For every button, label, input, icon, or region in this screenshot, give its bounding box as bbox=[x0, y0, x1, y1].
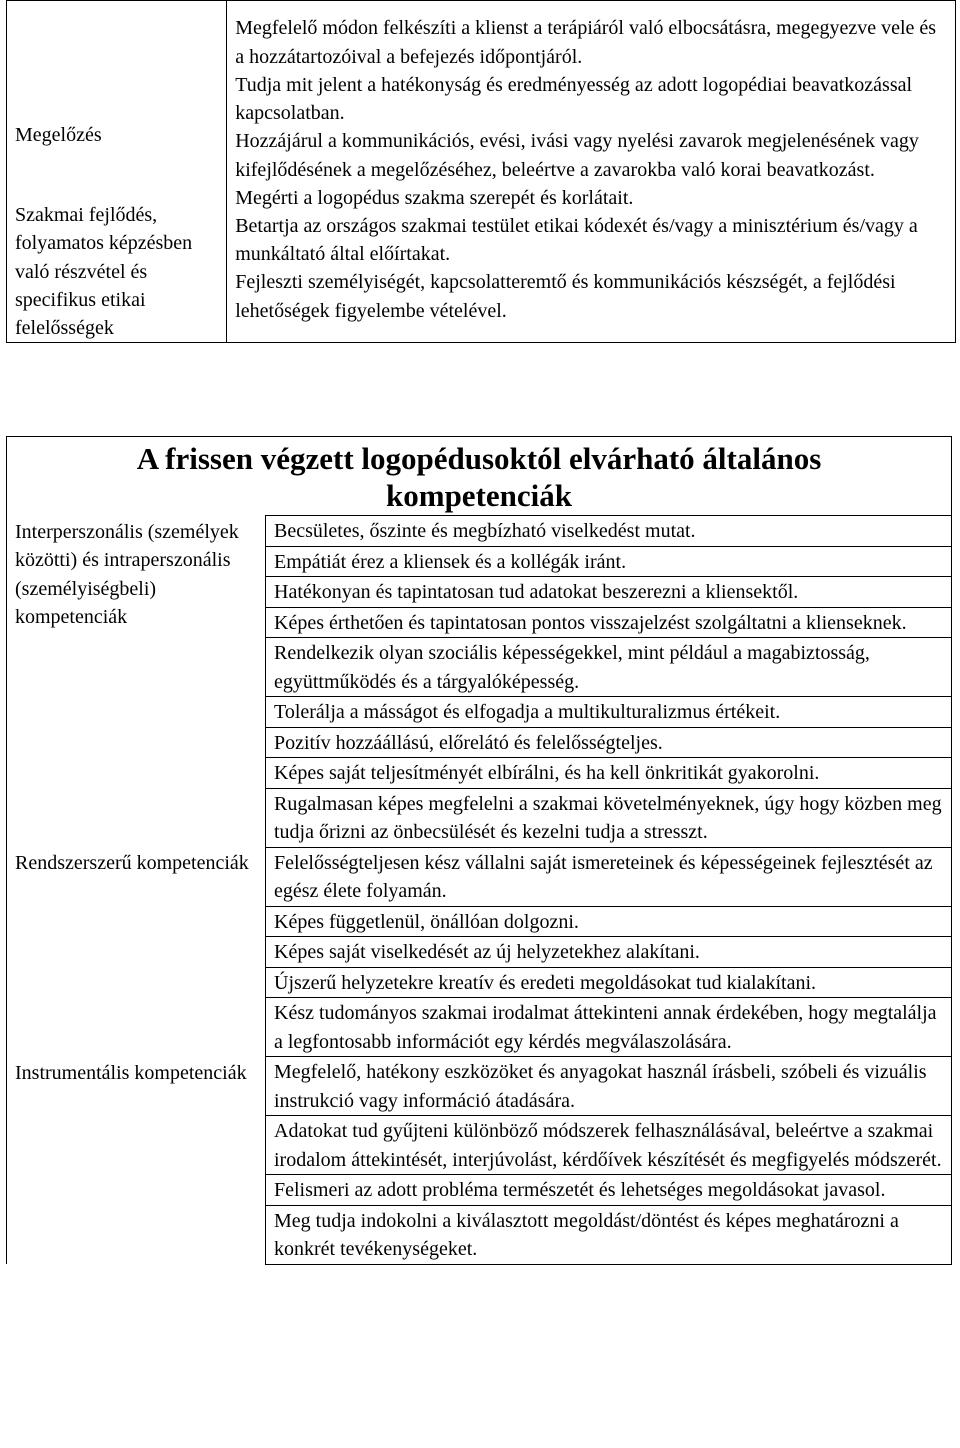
category-instrumental bbox=[7, 1057, 266, 1265]
list-item: Fejleszti személyiségét, kapcsolatteremtő és kommunikációs készségét, a fejlődési lehetőségek figyelembe vételével. bbox=[235, 271, 896, 322]
category-interpersonal bbox=[7, 516, 266, 848]
table-row: Adatokat tud gyűjteni különböző módszerek felhasználásával, beleértve a szakmai irodalom áttekintését, interjúvolást, kérdőívek készítését és megfigyelés módszerét. bbox=[266, 1116, 952, 1175]
table-row: Felelősségteljesen kész vállalni saját ismereteinek és képességeinek fejlesztését az egész élete folyamán. bbox=[266, 847, 952, 906]
table-general-competencies bbox=[6, 436, 952, 1265]
table-row: Kész tudományos szakmai irodalmat áttekinteni annak érdekében, hogy megtalálja a legfontosabb információt egy kérdés megválaszolására. bbox=[266, 998, 952, 1057]
category-label: Interperszonális (személyek közötti) és intraperszonális (személyiségbeli) kompetenciák bbox=[15, 520, 239, 628]
list-item: Megérti a logopédus szakma szerepét és korlátait. bbox=[235, 186, 634, 209]
list-item: Tudja mit jelent a hatékonyság és eredményesség az adott logopédiai beavatkozással kapcsolatban. bbox=[235, 73, 913, 125]
table-row: Újszerű helyzetekre kreatív és eredeti megoldásokat tud kialakítani. bbox=[266, 967, 952, 998]
table-ethics bbox=[6, 0, 956, 343]
category-label-professional-development: Szakmai fejlődés, folyamatos képzésben való részvétel és specifikus etikai felelősségek bbox=[15, 204, 193, 340]
table-row: Rugalmasan képes megfelelni a szakmai követelményeknek, úgy hogy közben meg tudja őrizni az önbecsülését és kezelni tudja a stresszt. bbox=[266, 788, 952, 847]
category-label: Rendszerszerű kompetenciák bbox=[15, 852, 249, 874]
table-row: Hatékonyan és tapintatosan tud adatokat beszerezni a kliensektől. bbox=[266, 577, 952, 608]
table-title: A frissen végzett logopédusoktól elvárható általános kompetenciák bbox=[7, 437, 952, 516]
table-row: Empátiát érez a kliensek és a kollégák iránt. bbox=[266, 546, 952, 577]
left-category-cell bbox=[7, 1, 227, 343]
list-item: Megfelelő módon felkészíti a klienst a terápiáról való elbocsátásra, megegyezve vele és a hozzátartozóival a befejezés időpontjáról. bbox=[235, 17, 937, 68]
table-row: Tolerálja a másságot és elfogadja a multikulturalizmus értékeit. bbox=[266, 697, 952, 728]
table-row: Képes saját viselkedését az új helyzetekhez alakítani. bbox=[266, 937, 952, 968]
list-item: Betartja az országos szakmai testület etikai kódexét és/vagy a minisztérium és/vagy a munkáltató által előírtakat. bbox=[235, 214, 918, 266]
table-row: Pozitív hozzáállású, előrelátó és felelősségteljes. bbox=[266, 727, 952, 758]
table-row: Megfelelő, hatékony eszközöket és anyagokat használ írásbeli, szóbeli és vizuális instrukció vagy információ átadására. bbox=[266, 1057, 952, 1116]
table-row: Képes saját teljesítményét elbírálni, és ha kell önkritikát gyakorolni. bbox=[266, 758, 952, 789]
table-row: Képes függetlenül, önállóan dolgozni. bbox=[266, 906, 952, 937]
category-systemic bbox=[7, 847, 266, 1057]
table-row: Rendelkezik olyan szociális képességekkel, mint például a magabiztosság, együttműködés és a tárgyalóképesség. bbox=[266, 638, 952, 697]
items-cell bbox=[227, 1, 956, 343]
category-label-prevention: Megelőzés bbox=[15, 124, 102, 146]
category-label: Instrumentális kompetenciák bbox=[15, 1061, 247, 1084]
table-row: Meg tudja indokolni a kiválasztott megoldást/döntést és képes meghatározni a konkrét tevékenységeket. bbox=[266, 1205, 952, 1264]
list-item: Hozzájárul a kommunikációs, evési, ivási vagy nyelési zavarok megjelenésének vagy kifejlődésének a megelőzéséhez, beleértve a zavarokba való korai beavatkozást. bbox=[235, 130, 919, 181]
table-row: Becsületes, őszinte és megbízható viselkedést mutat. bbox=[266, 516, 952, 547]
table-row: Képes érthetően és tapintatosan pontos visszajelzést szolgáltatni a klienseknek. bbox=[266, 607, 952, 638]
table-row: Felismeri az adott probléma természetét és lehetséges megoldásokat javasol. bbox=[266, 1175, 952, 1206]
